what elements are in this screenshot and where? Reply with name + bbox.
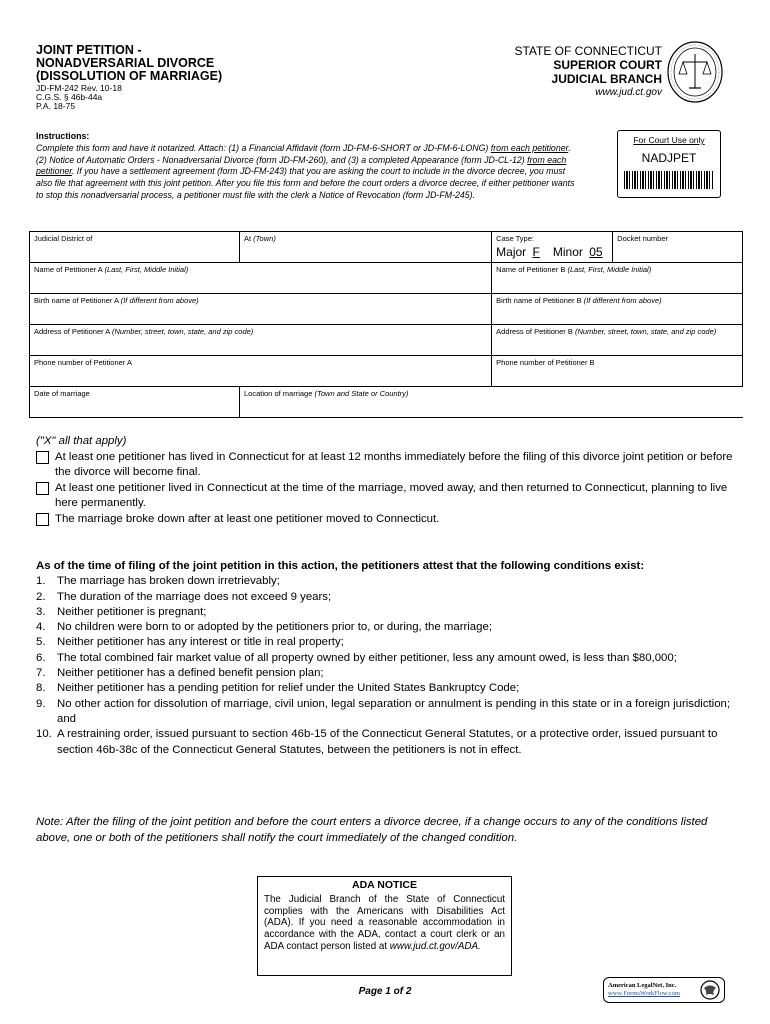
court-use-code: NADJPET [641, 151, 697, 165]
list-item: 8. Neither petitioner has a pending petition for relief under the United States Bankruptcy Code; [36, 682, 520, 695]
instructions-heading: Instructions: [36, 131, 90, 141]
petitioner-a-address-field[interactable]: Address of Petitioner A (Number, street, town, state, and zip code) [30, 325, 492, 356]
petitioner-b-address-field[interactable]: Address of Petitioner B (Number, street, town, state, and zip code) [492, 325, 743, 356]
petitioner-b-birth-name-field[interactable]: Birth name of Petitioner B (If different from above) [492, 294, 743, 325]
form-title: JOINT PETITION - NONADVERSARIAL DIVORCE (DISSOLUTION OF MARRIAGE) [36, 43, 223, 83]
barcode-icon [624, 171, 714, 189]
instructions [36, 131, 576, 202]
publisher-link[interactable]: www.FormsWorkFlow.com [608, 990, 680, 997]
branch-name: JUDICIAL BRANCH [551, 72, 662, 86]
court-name: SUPERIOR COURT [553, 58, 662, 72]
residency-checkbox-1[interactable] [36, 451, 49, 464]
list-item: 2. The duration of the marriage does not exceed 9 years; [36, 590, 332, 603]
list-item: 7. Neither petitioner has a defined benefit pension plan; [36, 667, 324, 680]
major-value: F [532, 245, 540, 259]
residency-option-3: The marriage broke down after at least one petitioner moved to Connecticut. [36, 512, 736, 528]
publisher-name: American LegalNet, Inc. [608, 982, 677, 989]
ada-heading: ADA NOTICE [352, 879, 417, 891]
date-of-marriage-field[interactable]: Date of marriage [30, 387, 240, 418]
empty-cell [492, 387, 743, 418]
location-of-marriage-field[interactable]: Location of marriage (Town and State or Country) [240, 387, 492, 418]
change-note: Note: After the filing of the joint petition and before the court enters a divorce decree, if a change occurs to any of the conditions listed above, one or both of the petitioners shall notify the court immediately of the changed condition. [36, 816, 708, 844]
residency-option-2: At least one petitioner lived in Connecticut at the time of the marriage, moved away, and then returned to Connecticut, planning to live here permanently. [36, 481, 736, 512]
conditions-heading: As of the time of filing of the joint petition in this action, the petitioners attest that the following conditions exist: [36, 560, 645, 572]
court-header [514, 44, 662, 100]
petitioner-b-phone-field[interactable]: Phone number of Petitioner B [492, 356, 743, 387]
form-number: JD-FM-242 Rev. 10-18 C.G.S. § 46b-44a P.A. 18-75 [36, 83, 122, 111]
case-type-field: Case Type: Major F Minor 05 [492, 232, 613, 263]
docket-number-field[interactable]: Docket number [613, 232, 743, 263]
list-item: 5. Neither petitioner has any interest or title in real property; [36, 636, 344, 649]
court-use-box [617, 130, 721, 198]
globe-logo-icon [700, 980, 720, 1000]
residency-checkbox-2[interactable] [36, 482, 49, 495]
petitioner-a-birth-name-field[interactable]: Birth name of Petitioner A (If different from above) [30, 294, 492, 325]
state-seal-icon [666, 40, 724, 104]
instructions-text: Complete this form and have it notarized. Attach: (1) a Financial Affidavit (form JD-FM-6-SHORT or JD-FM-6-LONG) from each petitioner. (2) Notice of Automatic Orders - Nonadversarial Divorce (form JD-FM-260), and (3) a completed Appearance (form JD-CL-12) from each petitioner. If you have a settlement agreement (form JD-FM-243) that you are asking the court to include in the divorce decree, you must also file that agreement with this joint petition. After you file this form and before the court orders a divorce decree, if either petitioner wants to stop this nonadversarial process, a petitioner must file with the clerk a Notice of Revocation (form JD-FM-245). [36, 142, 575, 200]
ada-link[interactable]: www.jud.ct.gov/ADA. [389, 940, 481, 952]
list-item: 6. The total combined fair market value of all property owned by either petitioner, less any amount owed, is less than $80,000; [36, 651, 677, 664]
residency-section [36, 434, 736, 528]
website-link[interactable]: www.jud.ct.gov [595, 87, 662, 98]
residency-option-1: At least one petitioner has lived in Connecticut for at least 12 months immediately before the filing of this divorce joint petition or before the divorce will become final. [36, 450, 736, 481]
petitioner-a-name-field[interactable]: Name of Petitioner A (Last, First, Middle Initial) [30, 263, 492, 294]
conditions-section [36, 559, 746, 758]
residency-checkbox-3[interactable] [36, 513, 49, 526]
publisher-footer [603, 977, 725, 1003]
list-item: 9. No other action for dissolution of marriage, civil union, legal separation or annulment is pending in this state or in a foreign jurisdiction; and [36, 697, 731, 725]
conditions-list [36, 574, 746, 758]
residency-caption: ("X" all that apply) [36, 435, 127, 447]
judicial-district-field[interactable]: Judicial District of [30, 232, 240, 263]
list-item: 4. No children were born to or adopted by the petitioners prior to, or during, the marriage; [36, 621, 492, 634]
list-item: 10. A restraining order, issued pursuant to section 46b-15 of the Connecticut General Statutes, or a protective order, issued pursuant to section 46b-38c of the Connecticut General Statutes, between the petitioners is not in effect. [36, 728, 718, 756]
town-field[interactable]: At (Town) [240, 232, 492, 263]
ada-notice: ADA NOTICE The Judicial Branch of the State of Connecticut complies with the Americans with Disabilities Act (ADA). If you need a reasonable accommodation in accordance with the ADA, contact a court clerk or an ADA contact person listed at www.jud.ct.gov/ADA. [257, 876, 512, 976]
page-number: Page 1 of 2 [358, 986, 412, 997]
petitioner-b-name-field[interactable]: Name of Petitioner B (Last, First, Middle Initial) [492, 263, 743, 294]
list-item: 1. The marriage has broken down irretrievably; [36, 575, 280, 588]
list-item: 3. Neither petitioner is pregnant; [36, 605, 207, 618]
petitioner-a-phone-field[interactable]: Phone number of Petitioner A [30, 356, 492, 387]
petition-fields [29, 231, 743, 418]
state-name: STATE OF CONNECTICUT [514, 44, 662, 58]
court-use-label: For Court Use only [633, 135, 705, 145]
minor-value: 05 [589, 245, 603, 259]
